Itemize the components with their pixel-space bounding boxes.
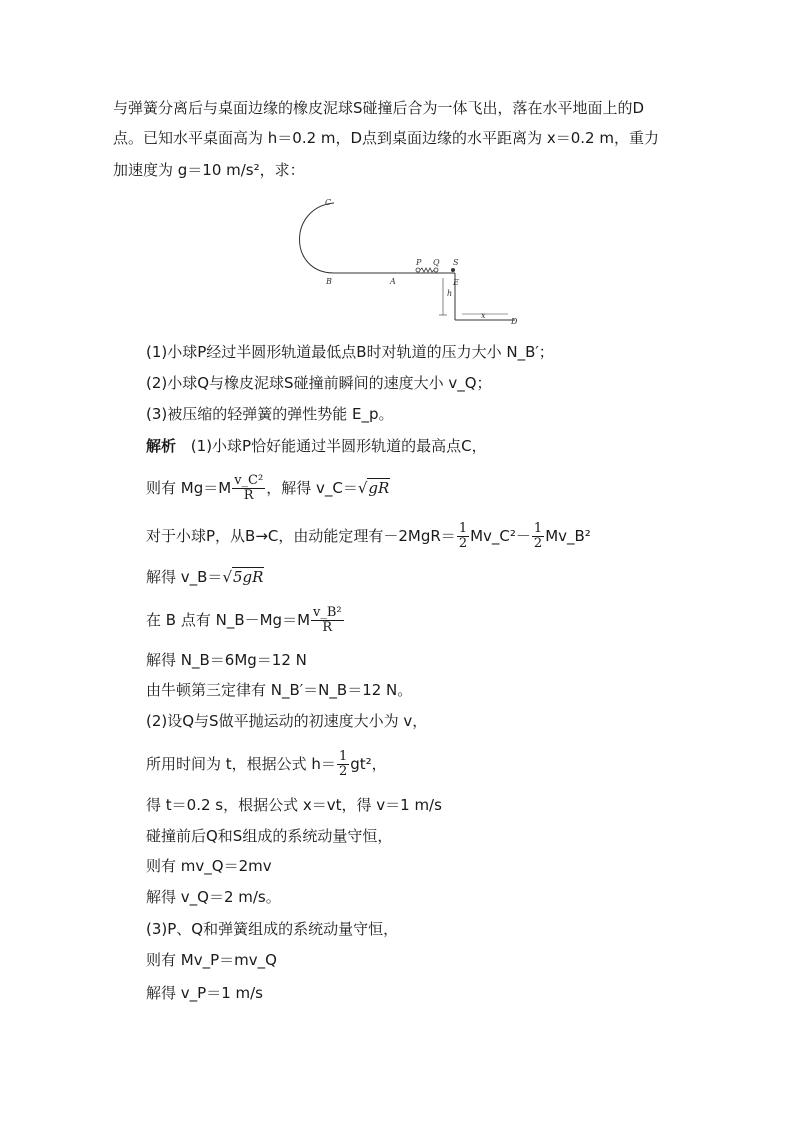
s3-num-2: 1 bbox=[533, 521, 543, 536]
s3-fraction-1 bbox=[457, 522, 469, 551]
label-h: h bbox=[447, 289, 453, 298]
solution-line-14: (3)P、Q和弹簧组成的系统动量守恒， bbox=[146, 920, 399, 938]
question-3: (3)被压缩的轻弹簧的弹性势能 E_p。 bbox=[146, 405, 394, 423]
s9-suffix: gt²， bbox=[350, 755, 387, 773]
solution-line-15: 则有 Mv_P＝mv_Q bbox=[146, 951, 277, 969]
ball-q bbox=[434, 268, 438, 272]
s9-fraction bbox=[337, 750, 349, 779]
label-e: E bbox=[453, 278, 459, 287]
s3-term-2: Mv_B² bbox=[545, 527, 591, 545]
solution-heading: 解析 bbox=[146, 437, 177, 455]
label-c: C bbox=[325, 198, 332, 207]
s3-prefix: 对于小球P，从B→C，由动能定理有－2MgR＝ bbox=[146, 527, 456, 545]
s9-num: 1 bbox=[338, 749, 348, 764]
label-a: A bbox=[390, 277, 396, 286]
s5-prefix: 在 B 点有 N_B－Mg＝M bbox=[146, 611, 311, 629]
label-p: P bbox=[416, 258, 422, 267]
solution-line-4 bbox=[146, 567, 264, 587]
s2-mid: ，解得 v_C＝ bbox=[266, 479, 358, 497]
solution-line-9 bbox=[146, 750, 387, 779]
s2-rad: gR bbox=[368, 479, 390, 497]
s2-fraction bbox=[232, 474, 265, 503]
solution-line-3 bbox=[146, 522, 591, 551]
label-d: D bbox=[511, 317, 518, 326]
solution-line-5 bbox=[146, 606, 345, 635]
solution-s1: (1)小球P恰好能通过半圆形轨道的最高点C， bbox=[190, 437, 487, 455]
s2-sqrt: √gR bbox=[357, 479, 390, 497]
s9-prefix: 所用时间为 t，根据公式 h＝ bbox=[146, 755, 336, 773]
s5-num: v_B² bbox=[313, 605, 342, 620]
solution-line-1 bbox=[146, 436, 487, 456]
ball-s bbox=[451, 268, 455, 272]
semicircle-track bbox=[300, 203, 335, 273]
s2-den: R bbox=[243, 488, 254, 503]
s2-prefix: 则有 Mg＝M bbox=[146, 479, 232, 497]
s3-fraction-2 bbox=[532, 522, 544, 551]
solution-line-10: 得 t＝0.2 s，根据公式 x＝vt，得 v＝1 m/s bbox=[146, 796, 442, 814]
solution-line-7: 由牛顿第三定律有 N_B′＝N_B＝12 N。 bbox=[146, 681, 413, 699]
label-s: S bbox=[453, 258, 459, 267]
spring bbox=[420, 268, 434, 272]
s4-prefix: 解得 v_B＝ bbox=[146, 568, 223, 586]
s9-den: 2 bbox=[338, 764, 348, 779]
solution-line-2 bbox=[146, 474, 390, 503]
s3-num-1: 1 bbox=[458, 521, 468, 536]
solution-line-13: 解得 v_Q＝2 m/s。 bbox=[146, 888, 281, 906]
solution-line-12: 则有 mv_Q＝2mv bbox=[146, 857, 272, 875]
label-b: B bbox=[326, 277, 332, 286]
solution-line-11: 碰撞前后Q和S组成的系统动量守恒， bbox=[146, 827, 393, 845]
s5-den: R bbox=[322, 620, 333, 635]
ball-p bbox=[416, 268, 420, 272]
solution-line-16: 解得 v_P＝1 m/s bbox=[146, 984, 263, 1002]
label-x: x bbox=[481, 311, 486, 320]
question-2: (2)小球Q与橡皮泥球S碰撞前瞬间的速度大小 v_Q； bbox=[146, 374, 492, 392]
s3-den-1: 2 bbox=[458, 536, 468, 551]
s2-num: v_C² bbox=[234, 473, 264, 488]
intro-line-2: 点。已知水平桌面高为 h＝0.2 m，D点到桌面边缘的水平距离为 x＝0.2 m，重力 bbox=[113, 129, 659, 147]
s3-den-2: 2 bbox=[533, 536, 543, 551]
question-1: (1)小球P经过半圆形轨道最低点B时对轨道的压力大小 N_B′； bbox=[146, 343, 554, 361]
s4-rad: 5gR bbox=[233, 568, 264, 586]
intro-line-3: 加速度为 g＝10 m/s²，求： bbox=[113, 161, 305, 179]
s4-sqrt: √5gR bbox=[222, 568, 264, 586]
track-diagram bbox=[290, 195, 530, 327]
intro-line-1: 与弹簧分离后与桌面边缘的橡皮泥球S碰撞后合为一体飞出，落在水平地面上的D bbox=[113, 99, 645, 117]
solution-line-8: (2)设Q与S做平抛运动的初速度大小为 v， bbox=[146, 712, 428, 730]
label-q: Q bbox=[433, 258, 440, 267]
s3-term-1: Mv_C²－ bbox=[470, 527, 531, 545]
solution-line-6: 解得 N_B＝6Mg＝12 N bbox=[146, 651, 307, 669]
s5-fraction bbox=[311, 606, 344, 635]
